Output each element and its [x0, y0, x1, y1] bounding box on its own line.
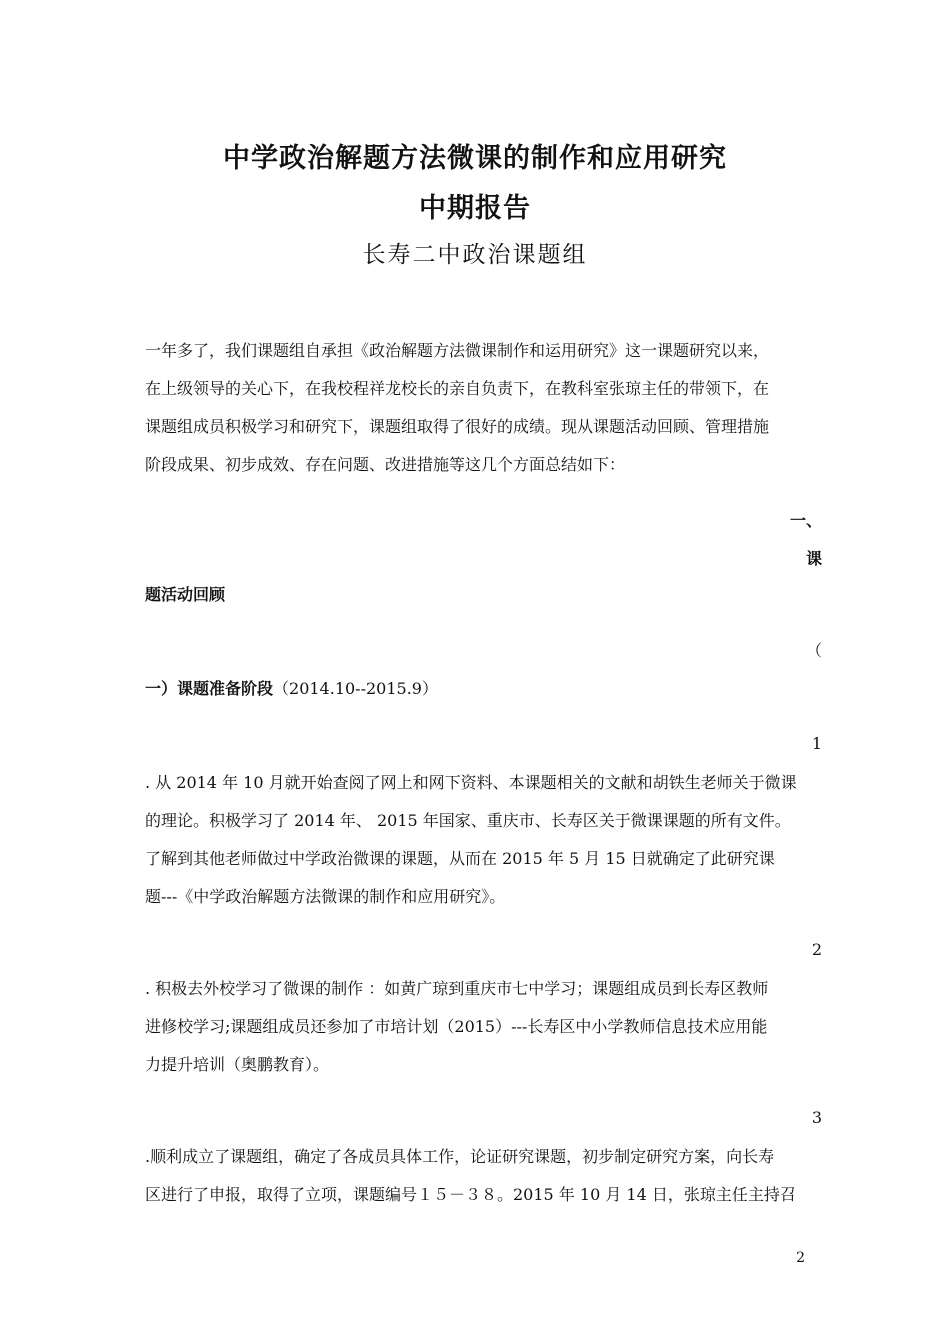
item1-line: . 从 2014 年 10 月就开始查阅了网上和网下资料、本课题相关的文献和胡铁生老师关于微课	[145, 773, 797, 792]
item2-line: 力提升培训（奥鹏教育）。	[145, 1055, 330, 1074]
section1-heading-rest: 题活动回顾	[145, 585, 226, 604]
section1-number: 一、	[789, 511, 822, 530]
item2-line: 进修校学习;课题组成员还参加了市培计划（2015）---长寿区中小学教师信息技术应用能	[145, 1017, 768, 1036]
subsection1-heading	[145, 676, 438, 699]
page-number: 2	[796, 1250, 805, 1266]
item3-line: .顺利成立了课题组，确定了各成员具体工作，论证研究课题，初步制定研究方案，向长寿	[145, 1147, 775, 1166]
intro-line: 阶段成果、初步成效、存在问题、改进措施等这几个方面总结如下：	[145, 455, 626, 474]
item3-number: 3	[811, 1108, 822, 1127]
document-title-line2: 中期报告	[419, 193, 531, 224]
item3-line: 区进行了申报，取得了立项，课题编号１５－３８。2015 年 10 月 14 日，张琼主任主持召	[145, 1185, 796, 1204]
item2-number: 2	[811, 940, 822, 959]
intro-line: 一年多了，我们课题组自承担《政治解题方法微课制作和运用研究》这一课题研究以来，	[145, 341, 770, 360]
item1-number: 1	[811, 734, 822, 753]
intro-line: 课题组成员积极学习和研究下，课题组取得了很好的成绩。现从课题活动回顾、管理措施	[145, 417, 770, 436]
section1-heading-start: 课	[805, 549, 822, 568]
item1-line: 了解到其他老师做过中学政治微课的课题，从而在 2015 年 5 月 15 日就确定了此研究课	[145, 849, 775, 868]
subsection1-dates: （2014.10--2015.9）	[273, 679, 438, 698]
document-subtitle: 长寿二中政治课题组	[362, 242, 588, 268]
intro-line: 在上级领导的关心下，在我校程祥龙校长的亲自负责下，在教科室张琼主任的带领下，在	[145, 379, 770, 398]
subsection1-paren: （	[805, 641, 822, 660]
item1-line: 题---《中学政治解题方法微课的制作和应用研究》。	[145, 887, 506, 906]
document-title: 中学政治解题方法微课的制作和应用研究	[223, 143, 727, 174]
item2-line: . 积极去外校学习了微课的制作 ：如黄广琼到重庆市七中学习；课题组成员到长寿区教师	[145, 979, 769, 998]
item1-line: 的理论。积极学习了 2014 年、 2015 年国家、重庆市、长寿区关于微课课题的所有文件。	[145, 811, 791, 830]
subsection1-title: 一）课题准备阶段	[145, 679, 274, 698]
